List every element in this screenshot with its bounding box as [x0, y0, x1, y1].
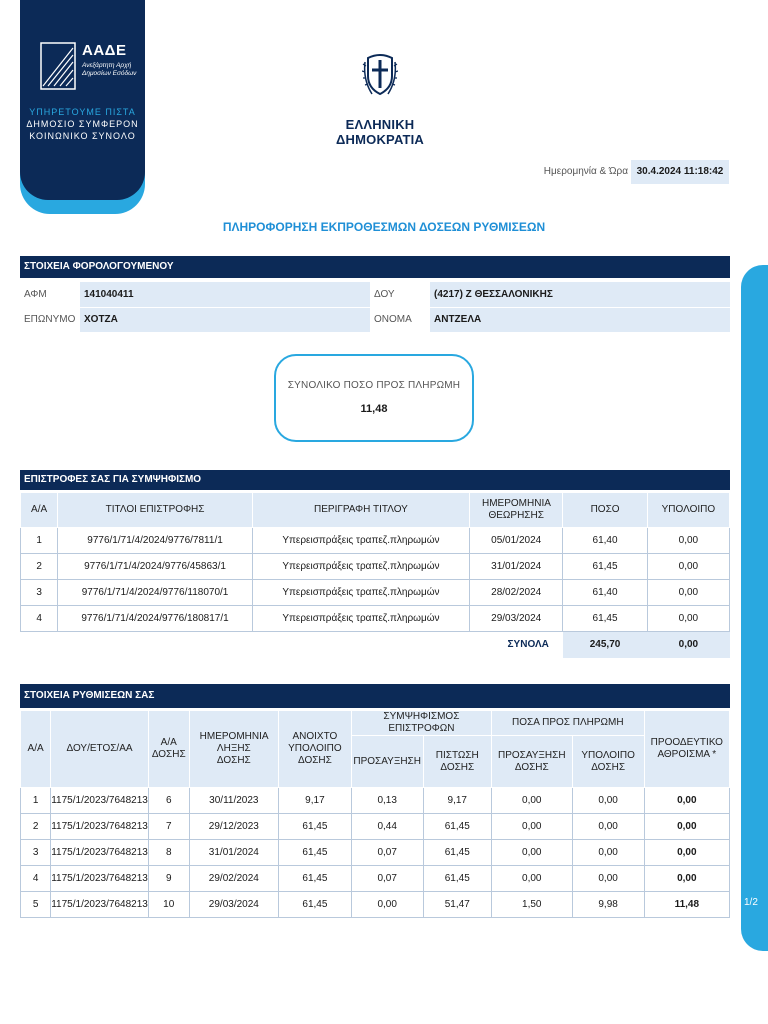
name-label: ΟΝΟΜΑ [370, 307, 430, 332]
cell-description: Υπερεισπράξεις τραπεζ.πληρωμών [252, 554, 469, 580]
cell-cumulative: 11,48 [644, 892, 729, 918]
table-row [21, 606, 730, 632]
page-number: 1/2 [744, 897, 758, 908]
cell-pay-balance: 0,00 [572, 840, 644, 866]
cell-balance: 0,00 [647, 554, 729, 580]
cell-dose: 7 [148, 814, 189, 840]
col-aa: Α/Α [21, 493, 58, 528]
cell-offset-credit: 61,45 [423, 866, 491, 892]
cell-date: 05/01/2024 [470, 528, 563, 554]
cell-aa: 3 [21, 840, 51, 866]
cell-dose: 9 [148, 866, 189, 892]
datetime-value: 30.4.2024 11:18:42 [631, 160, 729, 184]
republic-title: ΕΛΛΗΝΙΚΗ ΔΗΜΟΚΡΑΤΙΑ [335, 117, 425, 147]
col-offset-surcharge: ΠΡΟΣΑΥΞΗΣΗ [351, 736, 423, 788]
cell-aa: 1 [21, 788, 51, 814]
cell-offset-credit: 61,45 [423, 814, 491, 840]
cell-title: 9776/1/71/4/2024/9776/7811/1 [58, 528, 253, 554]
cell-offset-credit: 61,45 [423, 840, 491, 866]
cell-expiry: 30/11/2023 [189, 788, 278, 814]
motto-line-1: ΥΠΗΡΕΤΟΥΜΕ ΠΙΣΤΑ [29, 107, 136, 117]
cell-offset-surcharge: 0,44 [351, 814, 423, 840]
table-row [21, 788, 730, 814]
cell-offset-surcharge: 0,07 [351, 840, 423, 866]
cell-pay-surcharge: 0,00 [491, 866, 572, 892]
cell-cumulative: 0,00 [644, 788, 729, 814]
cell-expiry: 29/03/2024 [189, 892, 278, 918]
cell-open: 61,45 [279, 892, 352, 918]
cell-offset-credit: 9,17 [423, 788, 491, 814]
table-row [21, 814, 730, 840]
cell-dose: 8 [148, 840, 189, 866]
col-aa: Α/Α [21, 711, 51, 788]
cell-open: 61,45 [279, 866, 352, 892]
taxpayer-table [20, 282, 730, 333]
cell-ref: 1175/1/2023/7648213 [51, 892, 149, 918]
cell-title: 9776/1/71/4/2024/9776/180817/1 [58, 606, 253, 632]
total-amount-box [274, 354, 474, 442]
cell-amount: 61,45 [563, 554, 647, 580]
afm-label: ΑΦΜ [20, 282, 80, 307]
cell-amount: 61,40 [563, 580, 647, 606]
col-balance: ΥΠΟΛΟΙΠΟ [647, 493, 729, 528]
cell-aa: 5 [21, 892, 51, 918]
col-cumulative: ΠΡΟΟΔΕΥΤΙΚΟ ΑΘΡΟΙΣΜΑ * [644, 711, 729, 788]
cell-title: 9776/1/71/4/2024/9776/118070/1 [58, 580, 253, 606]
cell-description: Υπερεισπράξεις τραπεζ.πληρωμών [252, 580, 469, 606]
cell-dose: 6 [148, 788, 189, 814]
cell-date: 29/03/2024 [470, 606, 563, 632]
table-row [21, 528, 730, 554]
cell-aa: 2 [21, 554, 58, 580]
right-decorative-bar [741, 265, 768, 951]
col-expiry: ΗΜΕΡΟΜΗΝΙΑ ΛΗΞΗΣ ΔΟΣΗΣ [189, 711, 278, 788]
cell-aa: 4 [21, 866, 51, 892]
cell-open: 9,17 [279, 788, 352, 814]
cell-ref: 1175/1/2023/7648213 [51, 788, 149, 814]
col-doy-year: ΔΟΥ/ΕΤΟΣ/ΑΑ [51, 711, 149, 788]
cell-description: Υπερεισπράξεις τραπεζ.πληρωμών [252, 528, 469, 554]
table-row [21, 580, 730, 606]
cell-title: 9776/1/71/4/2024/9776/45863/1 [58, 554, 253, 580]
cell-ref: 1175/1/2023/7648213 [51, 814, 149, 840]
col-pay-balance: ΥΠΟΛΟΙΠΟ ΔΟΣΗΣ [572, 736, 644, 788]
cell-balance: 0,00 [647, 580, 729, 606]
cell-description: Υπερεισπράξεις τραπεζ.πληρωμών [252, 606, 469, 632]
badge-panel [20, 0, 145, 200]
doy-label: ΔΟΥ [370, 282, 430, 307]
cell-pay-balance: 9,98 [572, 892, 644, 918]
cell-cumulative: 0,00 [644, 840, 729, 866]
doy-value: (4217) Ζ ΘΕΣΣΑΛΟΝΙΚΗΣ [430, 282, 730, 307]
col-offset-group: ΣΥΜΨΗΦΙΣΜΟΣ ΕΠΙΣΤΡΟΦΩΝ [351, 711, 491, 736]
col-amount: ΠΟΣΟ [563, 493, 647, 528]
badge-motto [20, 106, 145, 142]
taxpayer-row-2 [20, 307, 730, 332]
refunds-section-title: ΕΠΙΣΤΡΟΦΕΣ ΣΑΣ ΓΙΑ ΣΥΜΨΗΦΙΣΜΟ [20, 470, 730, 490]
totals-label: ΣΥΝΟΛΑ [507, 639, 549, 651]
name-value: ΑΝΤΖΕΛΑ [430, 307, 730, 332]
cell-offset-credit: 51,47 [423, 892, 491, 918]
col-pay-group: ΠΟΣΑ ΠΡΟΣ ΠΛΗΡΩΜΗ [491, 711, 644, 736]
surname-label: ΕΠΩΝΥΜΟ [20, 307, 80, 332]
cell-pay-balance: 0,00 [572, 788, 644, 814]
cell-offset-surcharge: 0,13 [351, 788, 423, 814]
aade-badge [20, 0, 145, 214]
cell-expiry: 29/12/2023 [189, 814, 278, 840]
motto-line-3: ΚΟΙΝΩΝΙΚΟ ΣΥΝΟΛΟ [29, 131, 136, 141]
table-row [21, 892, 730, 918]
refunds-header-row [21, 493, 730, 528]
cell-offset-surcharge: 0,00 [351, 892, 423, 918]
cell-aa: 3 [21, 580, 58, 606]
motto-line-2: ΔΗΜΟΣΙΟ ΣΥΜΦΕΡΟΝ [26, 119, 139, 129]
settlements-table [20, 710, 730, 918]
refunds-totals-row [21, 632, 730, 658]
cell-ref: 1175/1/2023/7648213 [51, 866, 149, 892]
cell-aa: 4 [21, 606, 58, 632]
cell-pay-surcharge: 0,00 [491, 814, 572, 840]
cell-expiry: 31/01/2024 [189, 840, 278, 866]
cell-dose: 10 [148, 892, 189, 918]
col-titles: ΤΙΤΛΟΙ ΕΠΙΣΤΡΟΦΗΣ [58, 493, 253, 528]
cell-balance: 0,00 [647, 528, 729, 554]
cell-offset-surcharge: 0,07 [351, 866, 423, 892]
settlements-section-title: ΣΤΟΙΧΕΙΑ ΡΥΘΜΙΣΕΩΝ ΣΑΣ [20, 684, 730, 708]
cell-expiry: 29/02/2024 [189, 866, 278, 892]
refunds-table [20, 492, 730, 658]
cell-pay-surcharge: 1,50 [491, 892, 572, 918]
col-offset-credit: ΠΙΣΤΩΣΗ ΔΟΣΗΣ [423, 736, 491, 788]
cell-cumulative: 0,00 [644, 866, 729, 892]
cell-pay-surcharge: 0,00 [491, 840, 572, 866]
badge-name: ΑΑΔΕ [82, 42, 127, 59]
table-row [21, 554, 730, 580]
surname-value: ΧΟΤΖΑ [80, 307, 370, 332]
afm-value: 141040411 [80, 282, 370, 307]
table-row [21, 840, 730, 866]
cell-date: 31/01/2024 [470, 554, 563, 580]
totals-amount: 245,70 [563, 632, 647, 658]
cell-ref: 1175/1/2023/7648213 [51, 840, 149, 866]
col-open-balance: ΑΝΟΙΧΤΟ ΥΠΟΛΟΙΠΟ ΔΟΣΗΣ [279, 711, 352, 788]
col-description: ΠΕΡΙΓΡΑΦΗ ΤΙΤΛΟΥ [252, 493, 469, 528]
taxpayer-section-title: ΣΤΟΙΧΕΙΑ ΦΟΡΟΛΟΓΟΥΜΕΝΟΥ [20, 256, 730, 278]
total-label: ΣΥΝΟΛΙΚΟ ΠΟΣΟ ΠΡΟΣ ΠΛΗΡΩΜΗ [287, 380, 461, 391]
col-aa-dose: Α/Α ΔΟΣΗΣ [148, 711, 189, 788]
cell-open: 61,45 [279, 814, 352, 840]
page-title: ΠΛΗΡΟΦΟΡΗΣΗ ΕΚΠΡΟΘΕΣΜΩΝ ΔΟΣΕΩΝ ΡΥΘΜΙΣΕΩΝ [222, 220, 546, 234]
totals-balance: 0,00 [647, 632, 729, 658]
cell-balance: 0,00 [647, 606, 729, 632]
cell-pay-balance: 0,00 [572, 866, 644, 892]
badge-subtitle: Ανεξάρτητη Αρχή Δημοσίων Εσόδων [82, 62, 137, 77]
total-value: 11,48 [360, 403, 388, 415]
col-date: ΗΜΕΡΟΜΗΝΙΑ ΘΕΩΡΗΣΗΣ [470, 493, 563, 528]
table-row [21, 866, 730, 892]
cell-amount: 61,45 [563, 606, 647, 632]
cell-pay-balance: 0,00 [572, 814, 644, 840]
aade-logo-icon [40, 42, 76, 90]
settlements-header-row-1 [21, 711, 730, 736]
cell-aa: 1 [21, 528, 58, 554]
cell-cumulative: 0,00 [644, 814, 729, 840]
cell-date: 28/02/2024 [470, 580, 563, 606]
greek-coat-of-arms-icon [362, 50, 398, 102]
cell-open: 61,45 [279, 840, 352, 866]
cell-aa: 2 [21, 814, 51, 840]
col-pay-surcharge: ΠΡΟΣΑΥΞΗΣΗ ΔΟΣΗΣ [491, 736, 572, 788]
datetime-label: Ημερομηνία & Ώρα [543, 166, 628, 177]
cell-pay-surcharge: 0,00 [491, 788, 572, 814]
cell-amount: 61,40 [563, 528, 647, 554]
taxpayer-row-1 [20, 282, 730, 307]
